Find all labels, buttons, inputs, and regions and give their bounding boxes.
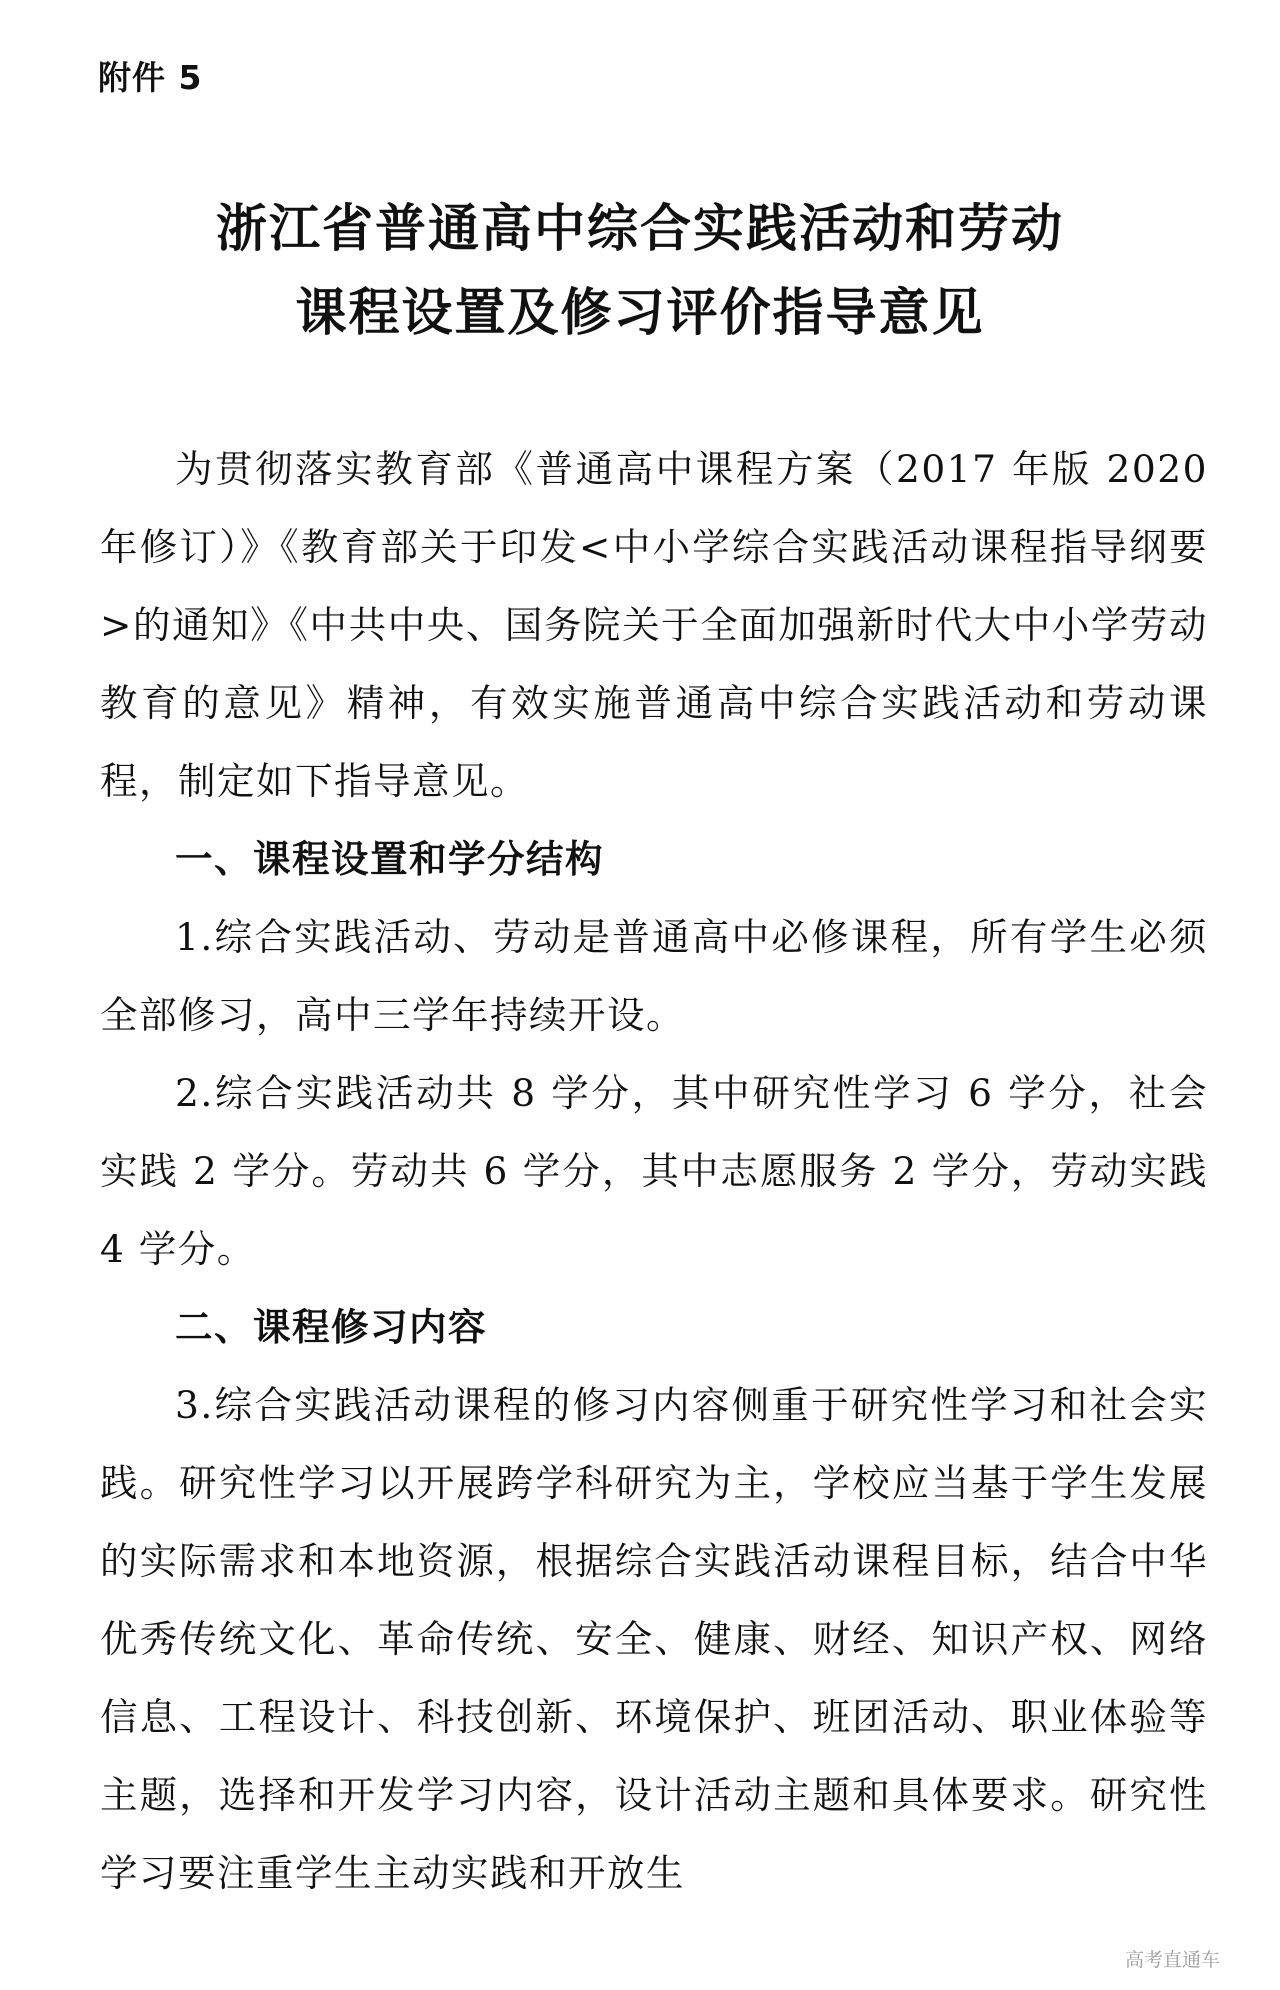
document-title [100,188,1180,356]
paragraph-item-2: 2.综合实践活动共 8 学分，其中研究性学习 6 学分，社会实践 2 学分。劳动共 6 学分，其中志愿服务 2 学分，劳动实践 4 学分。 [100,1071,1208,1271]
attachment-label: 附件 5 [98,58,203,97]
intro-paragraph: 为贯彻落实教育部《普通高中课程方案（2017 年版 2020 年修订）》《教育部关于印发<中小学综合实践活动课程指导纲要>的通知》《中共中央、国务院关于全面加强新时代大中小学劳动教育的意见》精神，有效实施普通高中综合实践活动和劳动课程，制定如下指导意见。 [100,447,1208,803]
title-line-1: 浙江省普通高中综合实践活动和劳动 [215,200,1064,259]
paragraph-item-3: 3.综合实践活动课程的修习内容侧重于研究性学习和社会实践。研究性学习以开展跨学科研究为主，学校应当基于学生发展的实际需求和本地资源，根据综合实践活动课程目标，结合中华优秀传统文化、革命传统、安全、健康、财经、知识产权、网络信息、工程设计、科技创新、环境保护、班团活动、职业体验等主题，选择和开发学习内容，设计活动主题和具体要求。研究性学习要注重学生主动实践和开放生 [100,1383,1208,1895]
section-heading-2: 二、课程修习内容 [175,1305,487,1349]
paragraph-item-1: 1.综合实践活动、劳动是普通高中必修课程，所有学生必须全部修习，高中三学年持续开设。 [100,915,1208,1037]
document-body [100,430,1208,1912]
title-line-2: 课程设置及修习评价指导意见 [295,284,985,343]
section-heading-1: 一、课程设置和学分结构 [175,837,604,881]
watermark: 高考直通车 [1124,1949,1220,1971]
